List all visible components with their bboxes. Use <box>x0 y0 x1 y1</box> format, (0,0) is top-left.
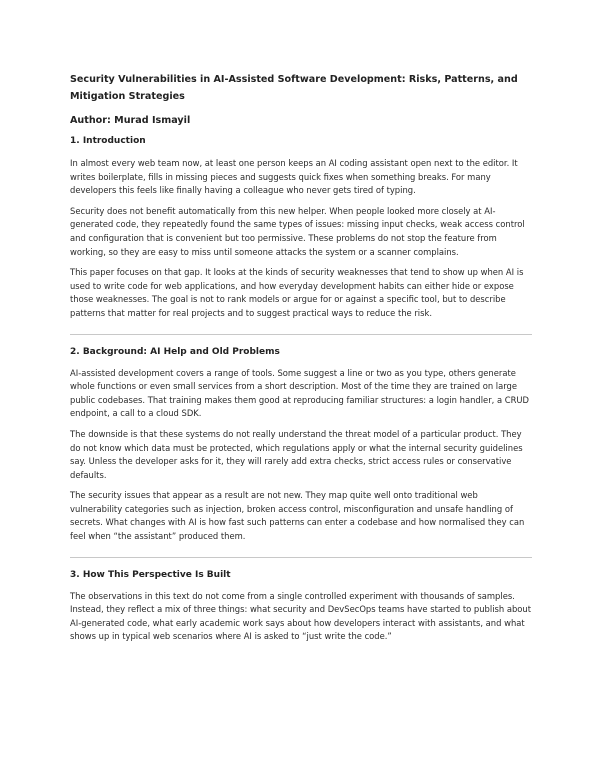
document-author: Author: Murad Ismayil <box>70 115 191 126</box>
section-heading-perspective: 3. How This Perspective Is Built <box>70 569 231 580</box>
section-heading-background: 2. Background: AI Help and Old Problems <box>70 346 280 357</box>
paragraph: In almost every web team now, at least one person keeps an AI coding assistant open next to the editor. It writes boilerplate, fills in missing pieces and suggests quick fixes when something breaks. For many developers this feels like finally having a colleague who never gets tired of typing. <box>70 158 518 196</box>
paragraph: This paper focuses on that gap. It looks at the kinds of security weaknesses that tend to show up when AI is used to write code for web applications, and how everyday development habits can either hide or expose those weaknesses. The goal is not to rank models or argue for or against a specific tool, but to describe patterns that matter for real projects and to suggest practical ways to reduce the risk. <box>70 267 524 318</box>
section-divider <box>70 557 532 558</box>
paragraph: The security issues that appear as a result are not new. They map quite well onto traditional web vulnerability categories such as injection, broken access control, misconfiguration and unsafe handling of secrets. What changes with AI is how fast such patterns can enter a codebase and how normalised they can feel when “the assistant” produced them. <box>70 490 525 542</box>
paragraph: Security does not benefit automatically from this new helper. When people looked more closely at AI-generated code, they repeatedly found the same types of issues: missing input checks, weak access control and configuration that is convenient but too permissive. These problems do not stop the feature from working, so they are easy to miss until someone attacks the system or a scanner complains. <box>70 205 525 257</box>
section-heading-introduction: 1. Introduction <box>70 136 146 146</box>
paragraph: AI-assisted development covers a range of tools. Some suggest a line or two as you type, others generate whole functions or even small services from a short description. Most of the time they are trained on large public codebases. That training makes them good at reproducing familiar structures: a login handler, a CRUD endpoint, a call to a cloud SDK. <box>70 367 529 419</box>
document-body <box>70 71 532 644</box>
document-title: Security Vulnerabilities in AI-Assisted Software Development: Risks, Patterns, and Mitigation Strategies <box>70 74 518 102</box>
section-divider <box>70 334 532 335</box>
paragraph: The downside is that these systems do not really understand the threat model of a particular product. They do not know which data must be protected, which regulations apply or what the internal security guidelines say. Unless the developer asks for it, they will rarely add extra checks, strict access rules or conservative defaults. <box>70 428 523 480</box>
paragraph: The observations in this text do not come from a single controlled experiment with thousands of samples. Instead, they reflect a mix of three things: what security and DevSecOps teams have started to publish about AI-generated code, what early academic work says about how developers interact with assistants, and what shows up in typical web scenarios where AI is asked to “just write the code.” <box>70 590 532 642</box>
